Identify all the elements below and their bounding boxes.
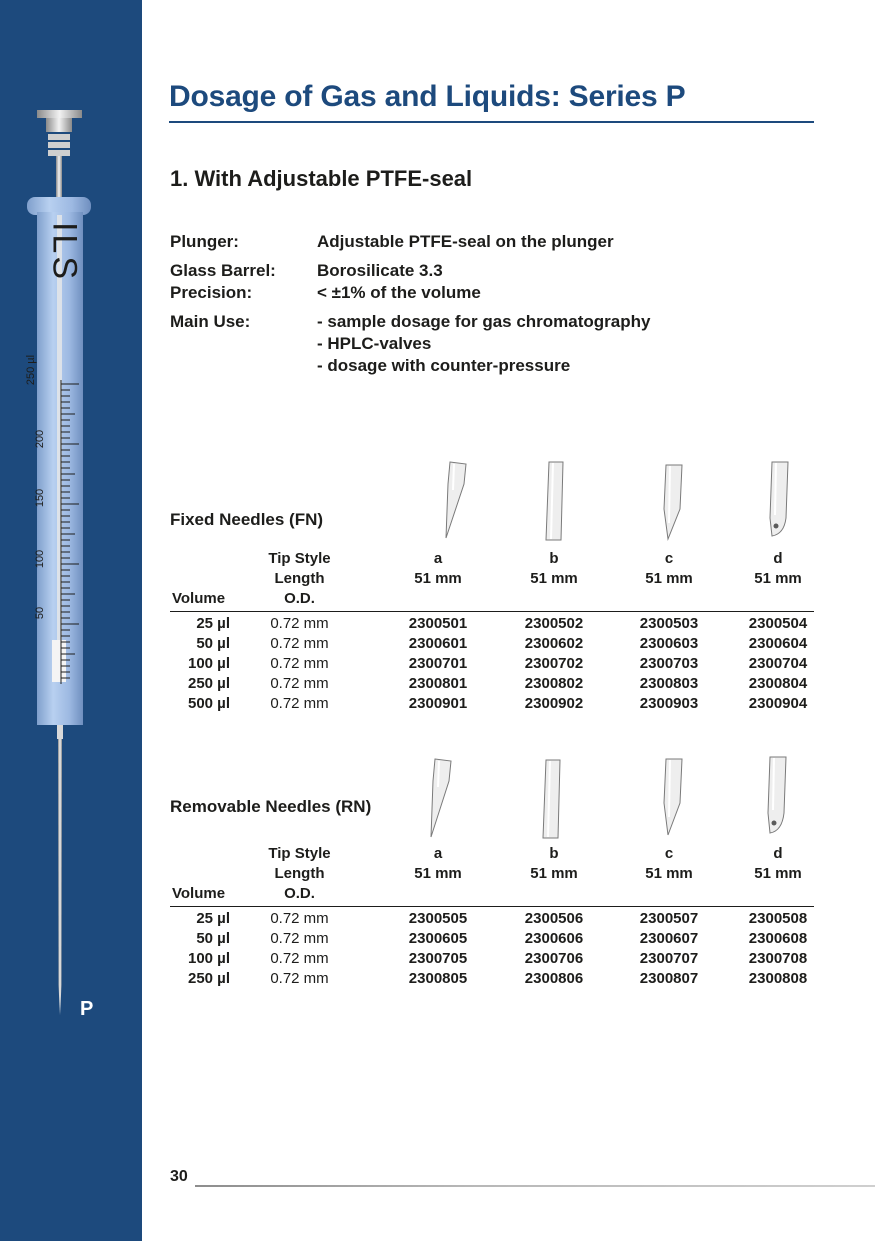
od-cell: 0.72 mm — [270, 950, 329, 967]
spec-value-precision: < ±1% of the volume — [317, 283, 481, 302]
plunger-rod — [56, 156, 62, 202]
volume-cell: 50 µl — [196, 930, 230, 947]
article-number-cell: 2300605 — [408, 930, 468, 947]
header-tip-a: a — [433, 845, 443, 862]
spec-label-glass-barrel: Glass Barrel: — [170, 261, 276, 280]
spec-label-main-use: Main Use: — [170, 312, 251, 331]
needle-tip-c-icon — [660, 463, 686, 543]
article-number-cell: 2300706 — [524, 950, 584, 967]
header-od: O.D. — [284, 590, 315, 607]
volume-cell: 25 µl — [196, 615, 230, 632]
article-number-cell: 2300701 — [408, 655, 468, 672]
header-tip-style: Tip Style — [268, 845, 331, 862]
article-number-cell: 2300607 — [639, 930, 699, 947]
article-number-cell: 2300708 — [748, 950, 808, 967]
scale-label-200: 200 — [34, 429, 47, 449]
volume-cell: 25 µl — [196, 910, 230, 927]
od-cell: 0.72 mm — [270, 635, 329, 652]
volume-cell: 100 µl — [187, 950, 230, 967]
spec-value-glass-barrel: Borosilicate 3.3 — [317, 261, 443, 280]
od-cell: 0.72 mm — [270, 675, 329, 692]
header-tip-b: b — [549, 550, 559, 567]
needle-tip-a-icon — [425, 757, 455, 839]
section-heading: 1. With Adjustable PTFE-seal — [170, 166, 473, 191]
page-title: Dosage of Gas and Liquids: Series P — [169, 80, 686, 113]
article-number-cell: 2300903 — [639, 695, 699, 712]
header-length-a: 51 mm — [414, 865, 462, 882]
volume-cell: 250 µl — [187, 675, 230, 692]
syringe-illustration — [0, 0, 142, 1241]
table-header-rule — [170, 611, 814, 612]
scale-label-150: 150 — [34, 488, 47, 508]
article-number-cell: 2300508 — [748, 910, 808, 927]
article-number-cell: 2300806 — [524, 970, 584, 987]
header-length-c: 51 mm — [645, 865, 693, 882]
spec-value-plunger: Adjustable PTFE-seal on the plunger — [317, 232, 614, 251]
article-number-cell: 2300603 — [639, 635, 699, 652]
od-cell: 0.72 mm — [270, 910, 329, 927]
needle-tip-a-icon — [440, 460, 470, 540]
article-number-cell: 2300604 — [748, 635, 808, 652]
article-number-cell: 2300804 — [748, 675, 808, 692]
volume-cell: 50 µl — [196, 635, 230, 652]
article-number-cell: 2300704 — [748, 655, 808, 672]
article-number-cell: 2300705 — [408, 950, 468, 967]
spec-label-plunger: Plunger: — [170, 232, 239, 251]
header-tip-c: c — [664, 550, 674, 567]
article-number-cell: 2300507 — [639, 910, 699, 927]
scale-label-250: 250 µl — [25, 354, 38, 386]
series-letter: P — [80, 998, 94, 1020]
od-cell: 0.72 mm — [270, 655, 329, 672]
header-length-b: 51 mm — [530, 865, 578, 882]
title-rule — [169, 121, 814, 123]
header-volume: Volume — [172, 590, 226, 607]
spec-value-main-use-3: - dosage with counter-pressure — [317, 356, 571, 375]
article-number-cell: 2300506 — [524, 910, 584, 927]
article-number-cell: 2300501 — [408, 615, 468, 632]
table-header-rule — [170, 906, 814, 907]
header-tip-a: a — [433, 550, 443, 567]
article-number-cell: 2300602 — [524, 635, 584, 652]
needle-tip-d-icon — [766, 460, 792, 540]
article-number-cell: 2300503 — [639, 615, 699, 632]
needle-tip-b-icon — [540, 758, 566, 842]
od-cell: 0.72 mm — [270, 970, 329, 987]
header-tip-b: b — [549, 845, 559, 862]
article-number-cell: 2300807 — [639, 970, 699, 987]
spec-value-main-use-2: - HPLC-valves — [317, 334, 432, 353]
article-number-cell: 2300803 — [639, 675, 699, 692]
spec-label-precision: Precision: — [170, 283, 253, 302]
article-number-cell: 2300601 — [408, 635, 468, 652]
spec-value-main-use-1: - sample dosage for gas chromatography — [317, 312, 651, 331]
header-length-a: 51 mm — [414, 570, 462, 587]
article-number-cell: 2300904 — [748, 695, 808, 712]
article-number-cell: 2300606 — [524, 930, 584, 947]
header-length-b: 51 mm — [530, 570, 578, 587]
article-number-cell: 2300505 — [408, 910, 468, 927]
header-length-c: 51 mm — [645, 570, 693, 587]
plunger-head — [37, 110, 82, 118]
article-number-cell: 2300703 — [639, 655, 699, 672]
article-number-cell: 2300608 — [748, 930, 808, 947]
volume-cell: 100 µl — [187, 655, 230, 672]
page-number: 30 — [170, 1168, 188, 1185]
header-tip-d: d — [773, 845, 783, 862]
brand-text: ILS — [45, 221, 84, 283]
table-title-removable: Removable Needles (RN) — [170, 797, 372, 816]
needle-tip-d-icon — [764, 755, 790, 837]
article-number-cell: 2300902 — [524, 695, 584, 712]
article-number-cell: 2300707 — [639, 950, 699, 967]
od-cell: 0.72 mm — [270, 615, 329, 632]
od-cell: 0.72 mm — [270, 930, 329, 947]
article-number-cell: 2300802 — [524, 675, 584, 692]
needle — [58, 739, 62, 1015]
header-tip-c: c — [664, 845, 674, 862]
volume-cell: 250 µl — [187, 970, 230, 987]
header-length: Length — [274, 865, 325, 882]
article-number-cell: 2300901 — [408, 695, 468, 712]
article-number-cell: 2300808 — [748, 970, 808, 987]
article-number-cell: 2300504 — [748, 615, 808, 632]
article-number-cell: 2300805 — [408, 970, 468, 987]
needle-tip-b-icon — [543, 460, 569, 544]
brand-logo — [44, 222, 84, 282]
scale-label-100: 100 — [34, 549, 47, 569]
article-number-cell: 2300502 — [524, 615, 584, 632]
needle-tip-c-icon — [660, 757, 686, 839]
article-number-cell: 2300702 — [524, 655, 584, 672]
scale-label-50: 50 — [34, 606, 47, 620]
header-tip-style: Tip Style — [268, 550, 331, 567]
sidebar — [0, 0, 142, 1241]
plunger-knob — [46, 118, 72, 132]
od-cell: 0.72 mm — [270, 695, 329, 712]
table-title-fixed: Fixed Needles (FN) — [170, 510, 324, 529]
header-length-d: 51 mm — [754, 570, 802, 587]
article-number-cell: 2300801 — [408, 675, 468, 692]
header-od: O.D. — [284, 885, 315, 902]
header-length-d: 51 mm — [754, 865, 802, 882]
ptfe-seal — [52, 640, 66, 682]
header-length: Length — [274, 570, 325, 587]
footer-rule — [195, 1185, 875, 1187]
header-tip-d: d — [773, 550, 783, 567]
volume-cell: 500 µl — [187, 695, 230, 712]
header-volume: Volume — [172, 885, 226, 902]
